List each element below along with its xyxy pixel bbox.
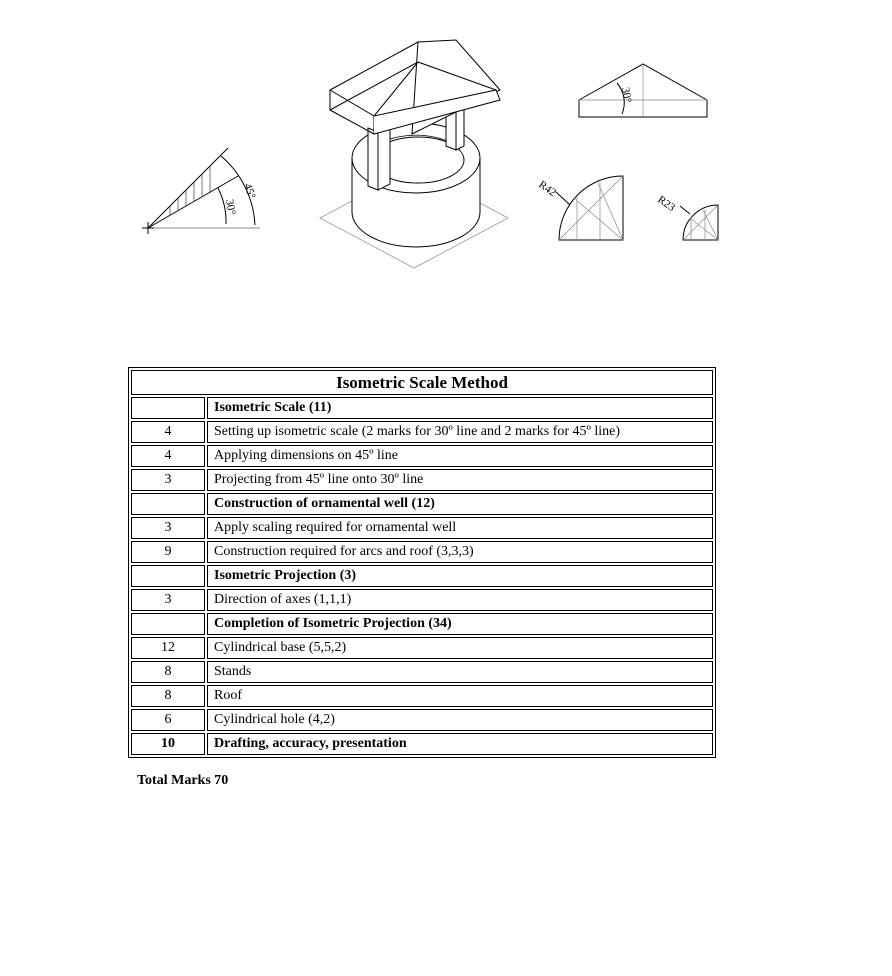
row-mark: 8 [131, 661, 205, 683]
label-45: 45° [241, 181, 258, 201]
marking-scheme-table [128, 367, 716, 758]
roof-angle-label: 30° [619, 86, 634, 104]
row-mark [131, 397, 205, 419]
table-row [131, 661, 713, 683]
right-stand-side [456, 108, 464, 150]
row-mark: 8 [131, 685, 205, 707]
row-mark [131, 613, 205, 635]
table-row [131, 565, 713, 587]
row-description: Projecting from 45º line onto 30º line [207, 469, 713, 491]
table-row [131, 637, 713, 659]
row-mark [131, 493, 205, 515]
row-description: Construction of ornamental well (12) [207, 493, 713, 515]
label-30: 30° [223, 198, 238, 216]
radius-label-small: R23 [655, 193, 678, 214]
row-description: Setting up isometric scale (2 marks for 30º line and 2 marks for 45º line) [207, 421, 713, 443]
ornamental-well [320, 40, 508, 268]
row-description: Isometric Scale (11) [207, 397, 713, 419]
row-mark: 3 [131, 517, 205, 539]
row-description: Completion of Isometric Projection (34) [207, 613, 713, 635]
total-marks: Total Marks 70 [137, 773, 229, 788]
isometric-drawing [0, 0, 892, 300]
table-row [131, 541, 713, 563]
row-mark: 3 [131, 469, 205, 491]
row-mark: 4 [131, 445, 205, 467]
table-header-row [131, 370, 713, 395]
table-row [131, 613, 713, 635]
table-row [131, 733, 713, 755]
table-row [131, 445, 713, 467]
isometric-scale-construction [142, 148, 260, 234]
table-row [131, 517, 713, 539]
table-title: Isometric Scale Method [131, 370, 713, 395]
row-description: Direction of axes (1,1,1) [207, 589, 713, 611]
row-mark: 6 [131, 709, 205, 731]
table-row [131, 421, 713, 443]
table-row [131, 589, 713, 611]
row-description: Construction required for arcs and roof (3,3,3) [207, 541, 713, 563]
table-body [131, 397, 713, 755]
row-mark: 12 [131, 637, 205, 659]
table-row [131, 709, 713, 731]
projection-lines [170, 166, 210, 215]
roof-gable [330, 42, 418, 110]
roof-front-edge [330, 110, 374, 134]
table-row [131, 397, 713, 419]
row-mark [131, 565, 205, 587]
row-description: Roof [207, 685, 713, 707]
arc-construction-large [536, 176, 623, 240]
line-45 [148, 148, 228, 228]
table-row [131, 685, 713, 707]
table-row [131, 469, 713, 491]
row-description: Cylindrical base (5,5,2) [207, 637, 713, 659]
row-description: Apply scaling required for ornamental well [207, 517, 713, 539]
roof-elevation [579, 64, 707, 117]
row-description: Drafting, accuracy, presentation [207, 733, 713, 755]
row-description: Isometric Projection (3) [207, 565, 713, 587]
row-mark: 9 [131, 541, 205, 563]
row-mark: 3 [131, 589, 205, 611]
arc-construction-small [655, 194, 718, 240]
row-mark: 10 [131, 733, 205, 755]
radius-label-large: R42 [536, 178, 559, 199]
r42-leader [556, 192, 570, 205]
row-description: Cylindrical hole (4,2) [207, 709, 713, 731]
row-description: Stands [207, 661, 713, 683]
row-mark: 4 [131, 421, 205, 443]
left-stand-side [378, 126, 390, 190]
left-stand-front [368, 128, 378, 190]
row-description: Applying dimensions on 45º line [207, 445, 713, 467]
r23-leader [680, 206, 690, 214]
table-row [131, 493, 713, 515]
